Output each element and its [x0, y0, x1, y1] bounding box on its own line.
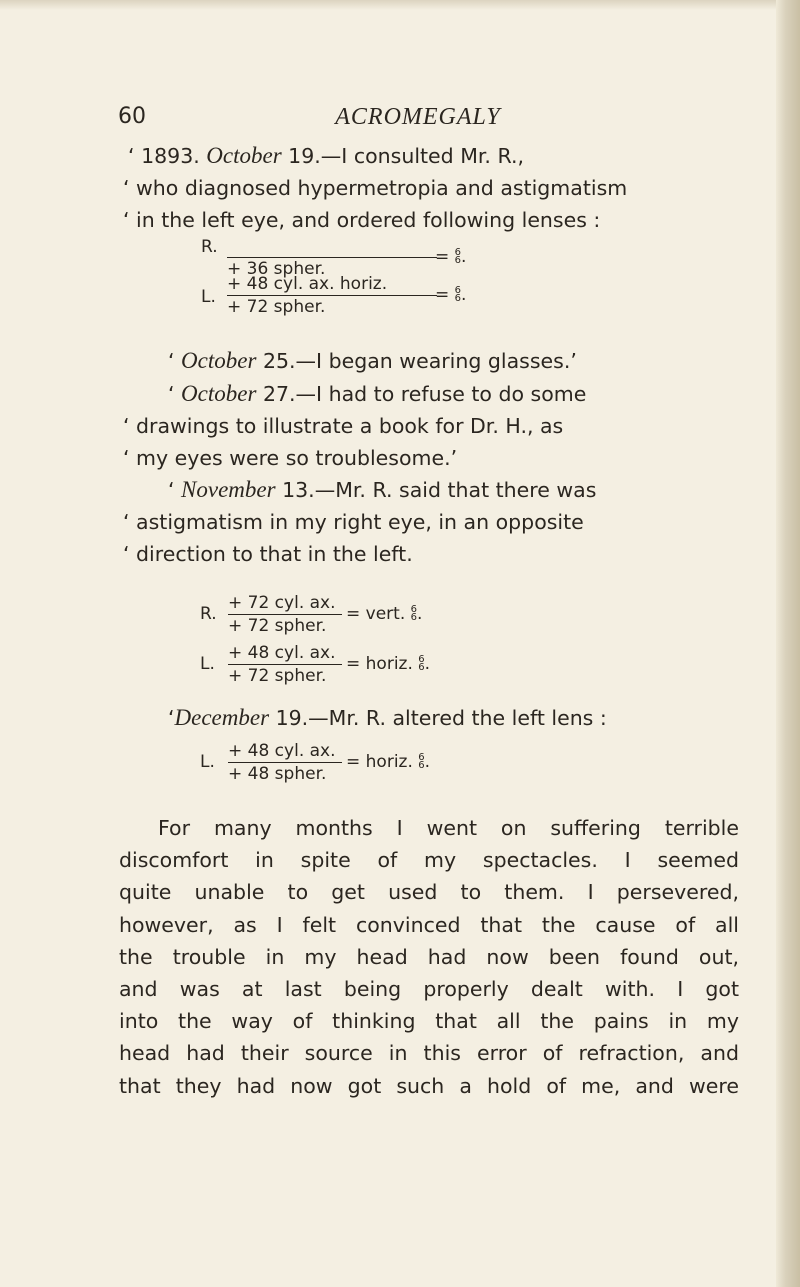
lens-denominator: + 48 spher. — [228, 762, 342, 785]
lens-left — [227, 273, 437, 318]
quote-mark: ‘ — [168, 706, 175, 730]
lens-numerator — [227, 235, 437, 257]
entry-october-25 — [168, 345, 740, 377]
quote-mark: ‘ — [168, 349, 182, 373]
acuity-num: 6 — [410, 604, 418, 615]
entry-text: ‘ my eyes were so troublesome.’ — [123, 446, 458, 470]
acuity-suffix: . — [417, 604, 423, 624]
entry-november-13-line2 — [123, 506, 740, 538]
entry-date: October — [206, 143, 282, 168]
entry-october-19-line3 — [123, 204, 740, 236]
paragraph-line: head had their source in this error of refraction, and — [119, 1041, 739, 1066]
entry-text: 13.—Mr. R. said that there was — [275, 478, 597, 502]
acuity-left — [346, 654, 430, 674]
equals-sign: = horiz. — [346, 752, 413, 772]
acuity-suffix: . — [461, 285, 467, 305]
entry-date: December — [174, 705, 270, 730]
paragraph-line: into the way of thinking that all the pains in my — [119, 1009, 739, 1034]
top-shadow — [0, 0, 800, 10]
entry-october-27-line3 — [123, 442, 740, 474]
page-header — [118, 104, 718, 144]
eye-label-left: L. — [200, 654, 215, 674]
lens-denominator: + 72 spher. — [228, 664, 342, 687]
entry-text: 19.—I consulted Mr. R., — [281, 144, 525, 168]
equals-sign: = — [435, 285, 450, 305]
acuity-den: 6 — [418, 760, 425, 771]
entry-october-19-line2 — [123, 172, 740, 204]
entry-text: ‘ in the left eye, and ordered following lenses : — [123, 208, 601, 232]
paragraph-line: the trouble in my head had now been found out, — [119, 944, 739, 969]
entry-text: 19.—Mr. R. altered the left lens : — [269, 706, 607, 730]
paragraph-line: however, as I felt convinced that the cause of all — [119, 912, 739, 937]
entry-date: October — [181, 381, 257, 406]
eye-label-left: L. — [200, 752, 215, 772]
closing-paragraph — [119, 812, 739, 1102]
eye-label-left: L. — [201, 287, 216, 307]
entry-october-27-line2 — [123, 410, 740, 442]
entry-text: ‘ who diagnosed hypermetropia and astigmatism — [123, 176, 628, 200]
entry-text: ‘ direction to that in the left. — [123, 542, 413, 566]
paragraph-line: and was at last being properly dealt with. I got — [119, 977, 739, 1002]
entry-date: October — [181, 348, 257, 373]
entry-december-19 — [168, 702, 740, 734]
equals-sign: = horiz. — [346, 654, 413, 674]
lens-numerator: + 48 cyl. ax. — [228, 643, 336, 663]
quote-mark: ‘ — [168, 478, 182, 502]
page-number: 60 — [118, 104, 146, 129]
acuity-left — [435, 285, 466, 305]
paragraph-line: quite unable to get used to them. I persevered, — [119, 880, 739, 905]
entry-text: ‘ drawings to illustrate a book for Dr. H., as — [123, 414, 564, 438]
acuity-num: 6 — [418, 752, 425, 763]
prescription-3 — [200, 740, 580, 790]
equals-sign: = vert. — [346, 604, 406, 624]
acuity-suffix: . — [424, 752, 431, 772]
entry-october-27 — [168, 378, 740, 410]
quote-mark: ‘ — [128, 144, 135, 168]
paragraph-line: discomfort in spite of my spectacles. I seemed — [119, 848, 739, 873]
acuity-num: 6 — [454, 285, 462, 296]
eye-label-right: R. — [200, 604, 217, 624]
lens-left — [228, 642, 342, 687]
quote-mark: ‘ — [168, 382, 182, 406]
prescription-1 — [201, 235, 581, 325]
lens-numerator: + 48 cyl. ax. horiz. — [227, 274, 388, 294]
acuity-den: 6 — [418, 662, 425, 673]
acuity-right — [435, 247, 466, 267]
acuity-den: 6 — [454, 293, 462, 304]
running-title: ACROMEGALY — [335, 104, 501, 130]
lens-denominator: + 72 spher. — [228, 614, 342, 637]
acuity-right — [346, 604, 422, 624]
acuity-suffix: . — [424, 654, 431, 674]
equals-sign: = — [435, 247, 450, 267]
paragraph-line: For many months I went on suffering terrible — [158, 816, 739, 840]
prescription-2 — [200, 592, 580, 692]
acuity-num: 6 — [454, 247, 462, 258]
acuity-left — [346, 752, 430, 772]
lens-left — [228, 740, 342, 785]
lens-numerator: + 48 cyl. ax. — [228, 741, 336, 761]
acuity-suffix: . — [461, 247, 467, 267]
entry-october-19 — [128, 140, 740, 172]
entry-text: ‘ astigmatism in my right eye, in an opposite — [123, 510, 584, 534]
acuity-den: 6 — [454, 255, 462, 266]
eye-label-right: R. — [201, 237, 218, 257]
lens-right — [228, 592, 342, 637]
entry-year: 1893. — [141, 144, 200, 168]
entry-text: 25.—I began wearing glasses.’ — [256, 349, 577, 373]
lens-numerator: + 72 cyl. ax. — [228, 593, 336, 613]
page-edge — [776, 0, 800, 1287]
entry-november-13 — [168, 474, 740, 506]
acuity-num: 6 — [418, 654, 425, 665]
lens-denominator: + 36 spher. — [227, 257, 437, 280]
lens-denominator: + 72 spher. — [227, 295, 437, 318]
entry-november-13-line3 — [123, 538, 740, 570]
paragraph-line: that they had now got such a hold of me, and were — [119, 1073, 739, 1098]
acuity-den: 6 — [410, 612, 418, 623]
entry-date: November — [181, 477, 276, 502]
entry-text: 27.—I had to refuse to do some — [256, 382, 587, 406]
